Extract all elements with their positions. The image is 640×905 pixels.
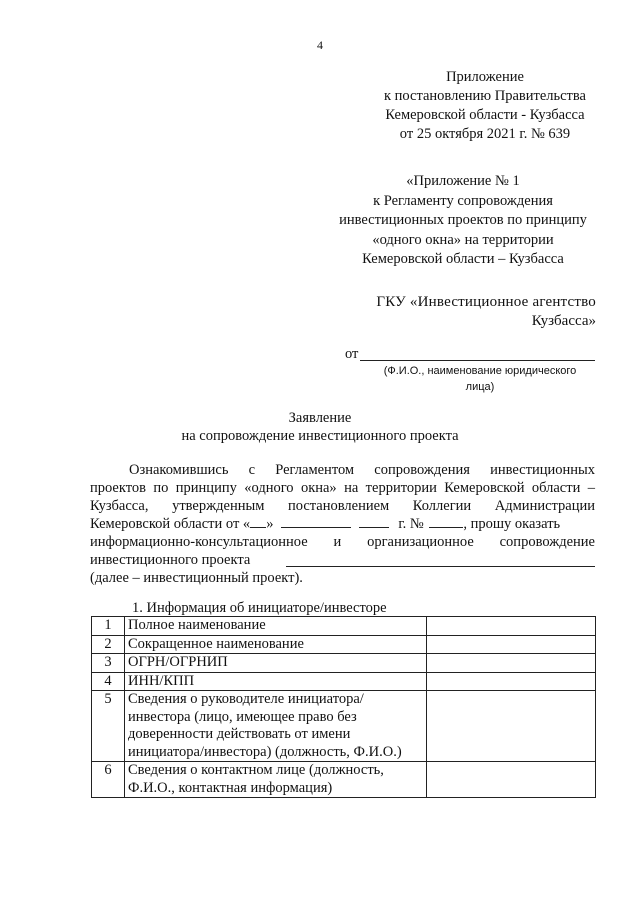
row-number: 1 [92, 617, 125, 636]
document-title [0, 409, 640, 445]
appendix1-header-line: инвестиционных проектов по принципу [339, 212, 587, 228]
appendix1-header-line: к Регламенту сопровождения [373, 192, 553, 209]
addressee [360, 293, 596, 331]
table-row [92, 672, 596, 691]
row-number: 6 [92, 762, 125, 798]
table-row [92, 635, 596, 654]
body-line: (далее – инвестиционный проект). [90, 570, 303, 586]
appendix1-header-line: Кемеровской области – Кузбасса [362, 251, 564, 267]
appendix1-header-line: «одного окна» на территории [372, 231, 554, 248]
body-line: Кузбасса, утвержденным постановлением Коллегии Администрации [90, 498, 595, 514]
row-number: 3 [92, 654, 125, 673]
from-note [362, 363, 598, 395]
initiator-info-table [91, 616, 596, 798]
table-row [92, 691, 596, 762]
body-line-date [90, 515, 595, 533]
month-blank [281, 515, 351, 528]
from-note-line: лица) [465, 381, 495, 393]
addressee-line: Кузбасса» [531, 313, 596, 329]
row-label: ИНН/КПП [125, 672, 427, 691]
project-blank [286, 554, 595, 567]
section-title: 1. Информация об инициаторе/инвесторе [132, 600, 387, 616]
year-blank [359, 515, 389, 528]
appendix-header-line: от 25 октября 2021 г. № 639 [399, 126, 571, 142]
addressee-line: ГКУ «Инвестиционное агентство [376, 294, 596, 310]
number-blank [429, 515, 463, 528]
row-value[interactable] [427, 617, 596, 636]
body-text: » [266, 516, 274, 532]
appendix-header [380, 68, 590, 144]
row-number: 2 [92, 635, 125, 654]
table-row [92, 617, 596, 636]
row-label: Сведения о контактном лице (должность, Ф.И.О., контактная информация) [125, 762, 427, 798]
row-value[interactable] [427, 635, 596, 654]
row-label: Сведения о руководителе инициатора/инвестора (лицо, имеющее право без доверенности действовать от имени инициатора/инвестора) (должность, Ф.И.О.) [125, 691, 427, 762]
from-blank-line [360, 360, 595, 361]
row-label: Сокращенное наименование [125, 635, 427, 654]
appendix-header-line: Приложение [446, 69, 524, 85]
page-number: 4 [317, 38, 323, 52]
body-text: инвестиционного проекта [90, 552, 251, 568]
appendix-header-line: к постановлению Правительства [384, 88, 586, 104]
row-number: 5 [92, 691, 125, 762]
from-field [345, 346, 595, 363]
row-label: ОГРН/ОГРНИП [125, 654, 427, 673]
body-text: , прошу оказать [463, 516, 561, 532]
row-label: Полное наименование [125, 617, 427, 636]
from-label: от [345, 346, 359, 362]
body-line: информационно-консультационное и организационное сопровождение [90, 534, 595, 550]
body-text: г. № [398, 516, 424, 532]
row-value[interactable] [427, 762, 596, 798]
appendix1-header-line: «Приложение № 1 [406, 173, 520, 189]
appendix-header-line: Кемеровской области - Кузбасса [385, 107, 585, 123]
appendix1-header [330, 172, 596, 270]
body-line: проектов по принципу «одного окна» на территории Кемеровской области – [90, 480, 595, 496]
body-line-project [90, 551, 595, 569]
table-row [92, 654, 596, 673]
row-value[interactable] [427, 654, 596, 673]
body-line: Ознакомившись с Регламентом сопровождения инвестиционных [129, 462, 595, 478]
body-text: Кемеровской области от « [90, 516, 251, 532]
from-note-line: (Ф.И.О., наименование юридического [383, 365, 577, 377]
day-blank [250, 515, 266, 528]
row-value[interactable] [427, 672, 596, 691]
row-number: 4 [92, 672, 125, 691]
table-row [92, 762, 596, 798]
title-line: Заявление [288, 410, 352, 426]
title-line: на сопровождение инвестиционного проекта [181, 428, 459, 444]
row-value[interactable] [427, 691, 596, 762]
